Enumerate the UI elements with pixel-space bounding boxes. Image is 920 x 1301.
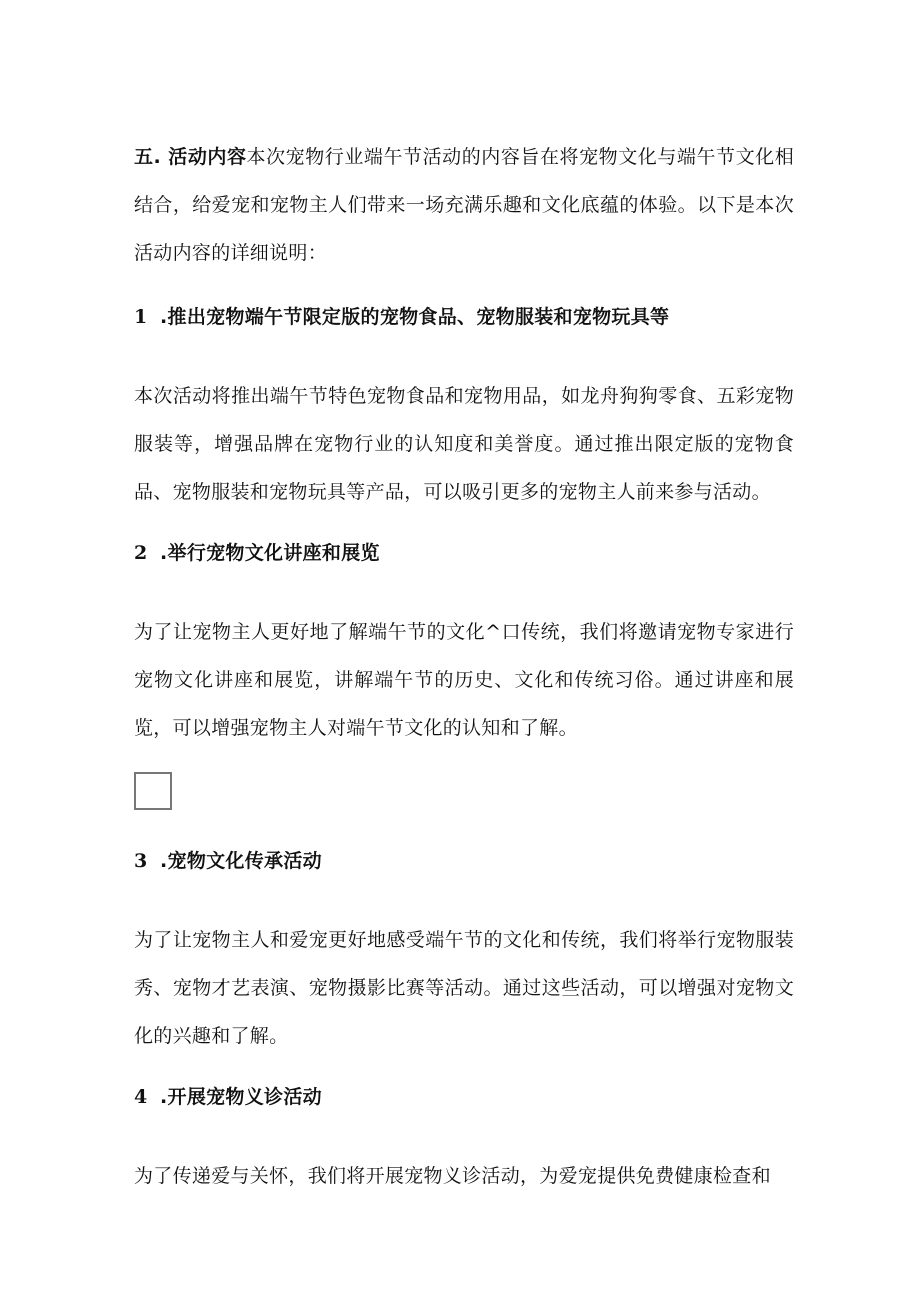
item-1-title: .推出宠物端午节限定版的宠物食品、宠物服装和宠物玩具等	[160, 306, 670, 328]
section-5-intro	[134, 133, 794, 277]
item-4-heading	[134, 1084, 794, 1110]
section-5-text: 本次宠物行业端午节活动的内容旨在将宠物文化与端午节文化相结合，给爱宠和宠物主人们带来一场充满乐趣和文化底蕴的体验。以下是本次活动内容的详细说明：	[134, 146, 794, 264]
item-2-title: .举行宠物文化讲座和展览	[160, 542, 380, 564]
item-2-body: 为了让宠物主人更好地了解端午节的文化^口传统，我们将邀请宠物专家进行宠物文化讲座和展览，讲解端午节的历史、文化和传统习俗。通过讲座和展览，可以增强宠物主人对端午节文化的认知和了解。	[134, 621, 794, 739]
item-2-heading	[134, 540, 794, 566]
item-1-heading	[134, 304, 794, 330]
item-1-number: 1	[134, 306, 148, 328]
item-4-title: .开展宠物义诊活动	[160, 1086, 322, 1108]
empty-image-box	[134, 772, 172, 810]
item-4-number: 4	[134, 1086, 148, 1108]
item-3-heading	[134, 848, 794, 874]
item-3-body: 为了让宠物主人和爱宠更好地感受端午节的文化和传统，我们将举行宠物服装秀、宠物才艺表演、宠物摄影比赛等活动。通过这些活动，可以增强对宠物文化的兴趣和了解。	[134, 929, 794, 1047]
item-1-body: 本次活动将推出端午节特色宠物食品和宠物用品，如龙舟狗狗零食、五彩宠物服装等，增强品牌在宠物行业的认知度和美誉度。通过推出限定版的宠物食品、宠物服装和宠物玩具等产品，可以吸引更多的宠物主人前来参与活动。	[134, 385, 794, 503]
item-3-number: 3	[134, 850, 148, 872]
item-3-title: .宠物文化传承活动	[160, 850, 322, 872]
item-2-number: 2	[134, 542, 148, 564]
section-5-heading: 五. 活动内容	[134, 146, 247, 168]
item-4-body: 为了传递爱与关怀，我们将开展宠物义诊活动，为爱宠提供免费健康检查和	[134, 1165, 771, 1187]
